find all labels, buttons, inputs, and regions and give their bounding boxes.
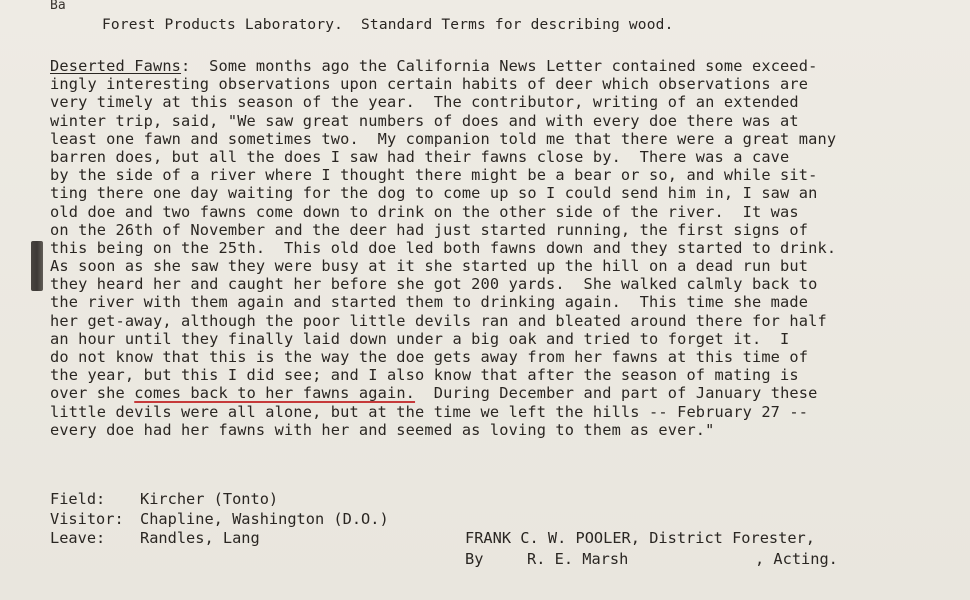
leave-label: Leave: — [50, 529, 106, 547]
article-line: they heard her and caught her before she got 200 yards. She walked calmly back to — [50, 275, 818, 294]
article-body — [50, 57, 920, 439]
leave-value: Randles, Lang — [140, 529, 260, 547]
article-line: ting there one day waiting for the dog to come up so I could send him in, I saw an — [50, 184, 818, 203]
visitor-row — [50, 510, 389, 530]
field-row — [50, 490, 389, 510]
signature-line: FRANK C. W. POOLER, District Forester, — [465, 529, 815, 547]
article-line: this being on the 25th. This old doe led both fawns down and they started to drink. — [50, 238, 837, 257]
article-line — [50, 384, 920, 402]
field-value: Kircher (Tonto) — [140, 490, 279, 508]
article-line: winter trip, said, "We saw great numbers of does and with every doe there was at — [50, 111, 799, 130]
signature-by-line — [465, 549, 838, 570]
article-line-text: : Some months ago the California News Letter contained some exceed- — [181, 57, 818, 75]
article-line: least one fawn and sometimes two. My companion told me that there were a great many — [50, 129, 837, 148]
article-line: on the 26th of November and the deer had just started running, the first signs of — [50, 220, 809, 239]
signature-block — [465, 528, 838, 570]
article-line: an hour until they finally laid down under a big oak and tried to forget it. I — [50, 329, 790, 348]
leave-row — [50, 529, 389, 549]
article-line: do not know that this is the way the doe gets away from her fawns at this time of — [50, 348, 809, 366]
article-line: the year, but this I did see; and I also know that after the season of mating is — [50, 366, 799, 385]
field-label: Field: — [50, 490, 106, 508]
article-line — [50, 57, 920, 75]
article-line: every doe had her fawns with her and seemed as loving to them as ever." — [50, 420, 715, 439]
article-line: the river with them again and started them to drinking again. This time she made — [50, 293, 809, 312]
article-line: very timely at this season of the year. The contributor, writing of an extended — [50, 93, 799, 112]
article-line-text: over she — [50, 384, 135, 403]
by-name: R. E. Marsh — [527, 550, 629, 568]
cut-off-text: Ba — [50, 0, 66, 13]
article-line: little devils were all alone, but at the time we left the hills -- February 27 -- — [50, 402, 809, 421]
header-title: Forest Products Laboratory. Standard Terms for describing wood. — [102, 17, 674, 33]
visitor-label: Visitor: — [50, 509, 124, 528]
red-underlined-phrase: comes back to her fawns again. — [134, 384, 416, 403]
article-line-text: During December and part of January these — [415, 384, 818, 403]
article-line: As soon as she saw they were busy at it she started up the hill on a dead run but — [50, 257, 809, 276]
margin-ink-mark — [31, 241, 43, 291]
visitor-value: Chapline, Washington (D.O.) — [140, 509, 389, 528]
article-line: barren does, but all the does I saw had their fawns close by. There was a cave — [50, 147, 790, 166]
article-line: ingly interesting observations upon certain habits of deer which observations are — [50, 75, 809, 94]
acting-label: , Acting. — [755, 550, 838, 568]
assignment-block — [50, 490, 389, 549]
by-label: By — [465, 550, 484, 568]
article-line: old doe and two fawns come down to drink on the other side of the river. It was — [50, 202, 799, 221]
article-line: her get-away, although the poor little devils ran and bleated around there for half — [50, 311, 827, 330]
article-heading: Deserted Fawns — [50, 57, 182, 75]
article-line: by the side of a river where I thought there might be a bear or so, and while sit- — [50, 166, 818, 185]
